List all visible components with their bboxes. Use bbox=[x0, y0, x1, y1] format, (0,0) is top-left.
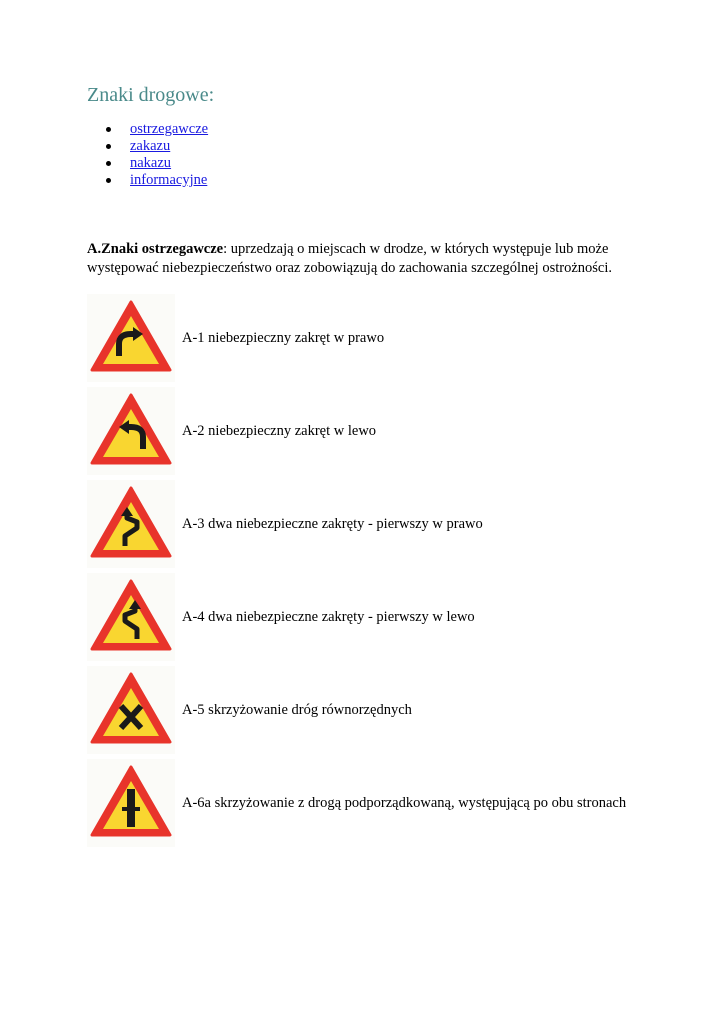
sign-caption: A-1 niebezpieczny zakręt w prawo bbox=[182, 330, 385, 346]
right-curve-warning-sign-icon bbox=[87, 294, 175, 382]
link-informacyjne[interactable]: informacyjne bbox=[130, 172, 208, 188]
double-curve-left-warning-sign-icon bbox=[87, 573, 175, 661]
left-curve-warning-sign-icon bbox=[87, 387, 175, 475]
section-description: : uprzedzają o miejscach w drodze, w których występuje lub może występować niebezpieczeństwo oraz zobowiązują do zachowania szczególnej ostrożności. bbox=[87, 241, 612, 276]
sign-category-list bbox=[87, 121, 208, 189]
bullet-icon bbox=[106, 178, 111, 183]
list-item bbox=[87, 121, 208, 138]
list-item bbox=[87, 155, 208, 172]
crossroads-warning-sign-icon bbox=[87, 666, 175, 754]
sign-caption: A-5 skrzyżowanie dróg równorzędnych bbox=[182, 702, 412, 718]
list-item bbox=[87, 138, 208, 155]
bullet-icon bbox=[106, 127, 111, 132]
sign-caption: A-3 dwa niebezpieczne zakręty - pierwszy w prawo bbox=[182, 516, 483, 532]
double-curve-right-warning-sign-icon bbox=[87, 480, 175, 568]
section-heading: A.Znaki ostrzegawcze bbox=[87, 241, 224, 257]
section-intro bbox=[87, 240, 647, 278]
sign-row-a6a bbox=[87, 759, 667, 847]
link-nakazu[interactable]: nakazu bbox=[130, 155, 172, 171]
bullet-icon bbox=[106, 144, 111, 149]
list-item bbox=[87, 172, 208, 189]
sign-row-a4 bbox=[87, 573, 667, 661]
sign-row-a1 bbox=[87, 294, 667, 382]
link-ostrzegawcze[interactable]: ostrzegawcze bbox=[130, 121, 209, 137]
priority-crossroad-warning-sign-icon bbox=[87, 759, 175, 847]
sign-caption: A-4 dwa niebezpieczne zakręty - pierwszy w lewo bbox=[182, 609, 475, 625]
sign-caption: A-2 niebezpieczny zakręt w lewo bbox=[182, 423, 377, 439]
page-title: Znaki drogowe: bbox=[87, 84, 215, 106]
link-zakazu[interactable]: zakazu bbox=[130, 138, 171, 154]
sign-row-a3 bbox=[87, 480, 667, 568]
sign-caption: A-6a skrzyżowanie z drogą podporządkowaną, występującą po obu stronach bbox=[182, 795, 627, 811]
sign-row-a5 bbox=[87, 666, 667, 754]
sign-row-a2 bbox=[87, 387, 667, 475]
bullet-icon bbox=[106, 161, 111, 166]
